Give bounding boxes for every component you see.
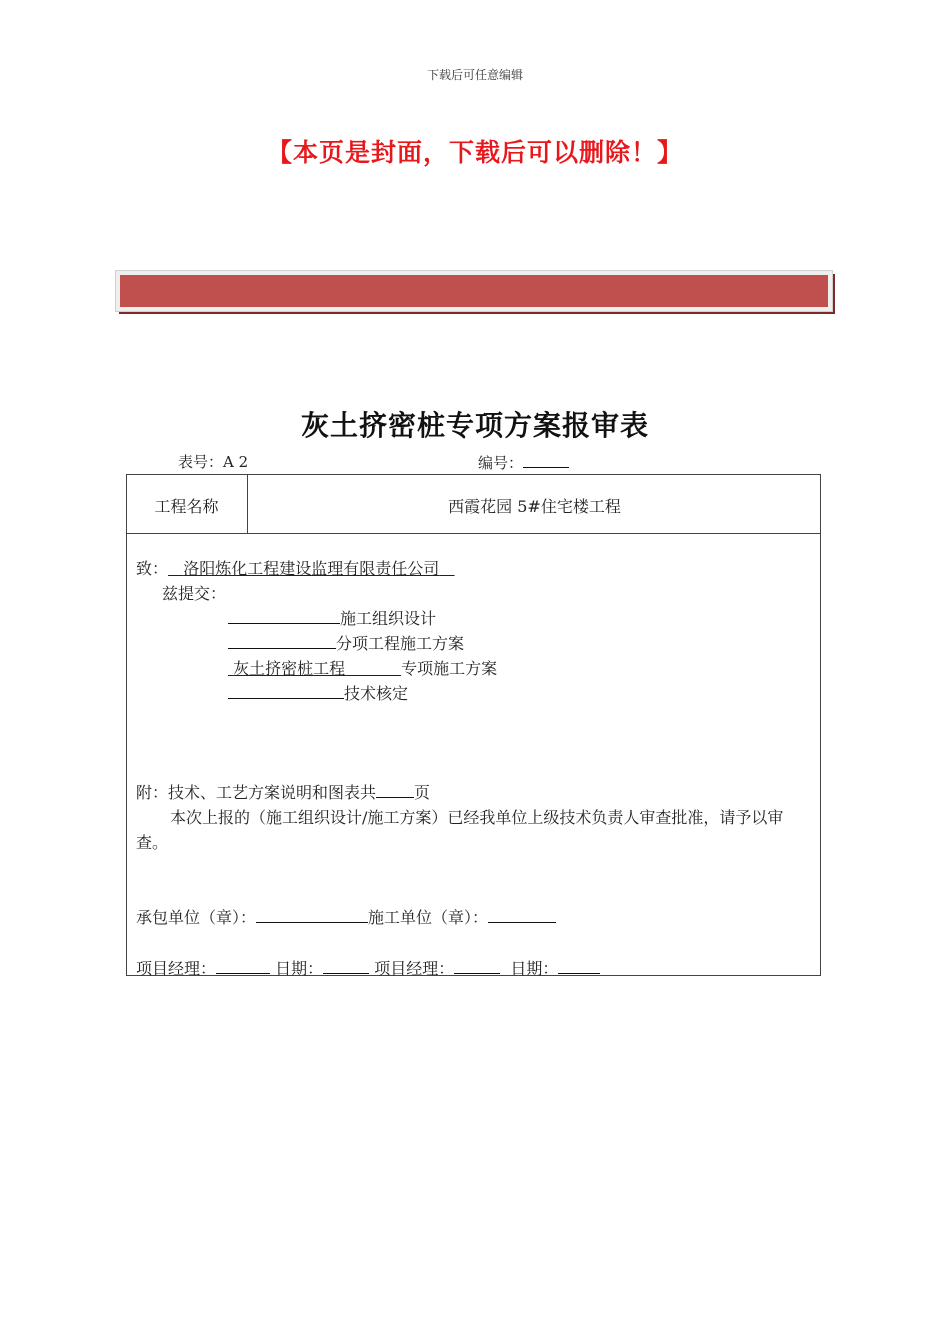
document-title: 灰土挤密桩专项方案报审表 [300,409,649,442]
item-org-design [228,606,436,629]
attachment-line [136,780,430,803]
item-special-plan [228,656,497,679]
attachment-unit: 页 [414,783,431,802]
submit-label: 兹提交： [162,584,227,603]
item-special-filled: 灰土挤密桩工程 [233,659,346,678]
item-sub-plan [228,631,464,654]
statement-line-1: 本次上报的（施工组织设计/施工方案）已经我单位上级技术负责人审查批准，请予以审 [170,808,784,827]
cover-notice: 【本页是封面，下载后可以删除！】 [266,138,683,167]
signature-units-line [136,905,556,928]
table-number-value: A 2 [223,453,249,471]
constructor-blank[interactable] [488,906,556,923]
date-blank-1[interactable] [323,957,369,974]
decorative-banner [116,271,832,311]
project-name-label: 工程名称 [154,497,219,516]
serial-number-blank[interactable] [523,451,569,468]
table-row-divider [126,533,821,534]
date-label-1: 日期： [275,959,324,978]
project-name-value: 西霞花园 5#住宅楼工程 [448,497,621,516]
serial-number [478,451,569,473]
item-tech-check-blank[interactable] [228,682,344,699]
pm-blank-1[interactable] [216,957,270,974]
contractor-label: 承包单位（章）： [136,908,257,927]
contractor-blank[interactable] [256,906,368,923]
addressee-line [136,556,455,579]
item-sub-plan-blank[interactable] [228,632,336,649]
item-special-plan-label: 专项施工方案 [401,659,498,678]
attachment-label: 附：技术、工艺方案说明和图表共 [136,783,377,802]
form-table [126,474,821,976]
pm-blank-2[interactable] [454,957,500,974]
pm-label-1: 项目经理： [136,959,217,978]
pm-label-2: 项目经理： [374,959,455,978]
addressee-value: 洛阳炼化工程建设监理有限责任公司 [183,559,440,578]
addressee-label: 致： [136,559,169,578]
table-number-label: 表号： [178,453,224,471]
item-tech-check-label: 技术核定 [344,684,409,703]
serial-number-label: 编号： [478,454,524,472]
item-tech-check [228,681,408,704]
item-sub-plan-label: 分项工程施工方案 [336,634,465,653]
date-label-2: 日期： [510,959,559,978]
constructor-label: 施工单位（章）： [368,908,489,927]
attachment-pages-blank[interactable] [376,781,414,798]
date-blank-2[interactable] [558,957,600,974]
item-org-design-label: 施工组织设计 [340,609,437,628]
signature-managers-line [136,956,600,979]
table-number [178,451,248,472]
header-note: 下载后可任意编辑 [426,68,523,82]
statement-line-2: 查。 [136,833,169,852]
item-org-design-blank[interactable] [228,607,340,624]
